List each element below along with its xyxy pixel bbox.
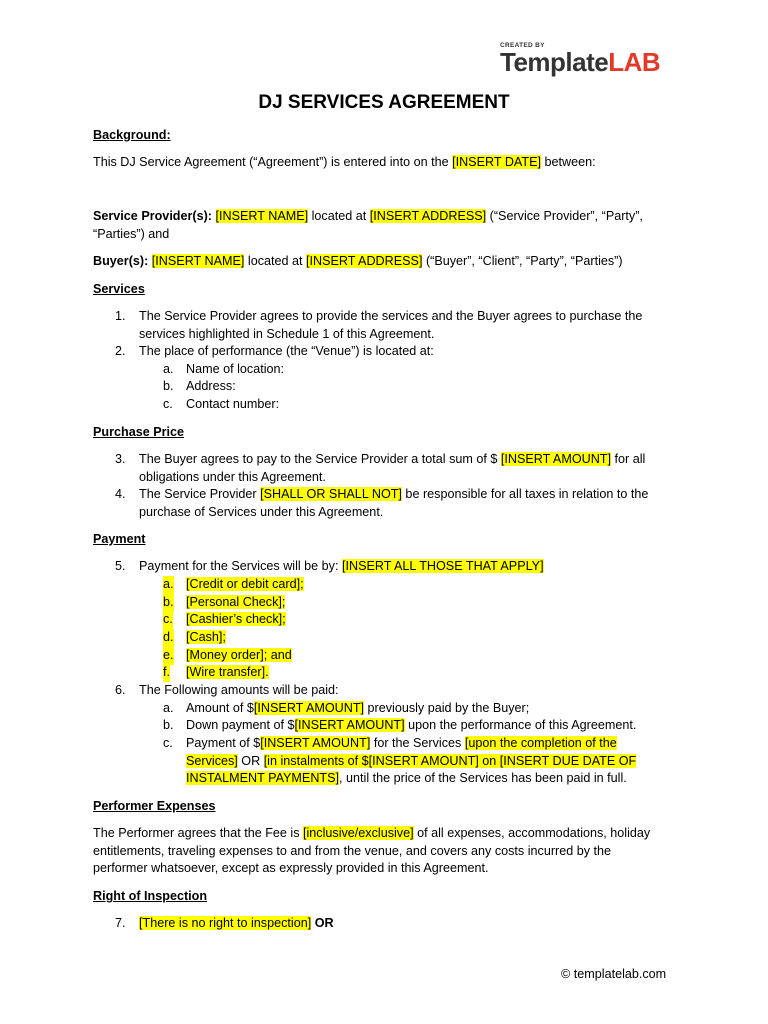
or-text: OR (311, 916, 334, 930)
down-payment (186, 717, 656, 735)
payment-method-text: [Cash]; (186, 630, 226, 644)
item-number: 3. (115, 452, 126, 466)
logo-template-text: Template (500, 47, 609, 77)
payment-method-text: [Credit or debit card]; (186, 577, 304, 591)
item-number: 6. (115, 683, 126, 697)
logo-lab-text: LAB (608, 47, 661, 77)
background-heading: Background: (93, 128, 171, 142)
sub-letter: b. (163, 379, 174, 393)
buyer-address-field: [INSERT ADDRESS] (306, 254, 423, 268)
text-part: The Performer agrees that the Fee is (93, 826, 303, 840)
payment-method-item (186, 629, 656, 647)
payment-method-text: [Wire transfer]. (186, 665, 269, 679)
completion-option-field: [upon the completion of the (464, 736, 617, 750)
insert-amount-field: [INSERT AMOUNT] (500, 452, 612, 466)
provider-address-field: [INSERT ADDRESS] (369, 209, 487, 223)
sub-letter: c. (163, 736, 173, 750)
text-part: Payment of $ (186, 736, 261, 750)
item-4-text: The Service Provider (139, 487, 261, 501)
service-provider-line-2: “Parties”) and (93, 227, 170, 241)
sub-letter: a. (163, 701, 174, 715)
item-3-line-2: obligations under this Agreement. (139, 470, 326, 484)
payment-terms-line-1 (186, 735, 656, 753)
logo-created-by: CREATED BY (500, 42, 545, 49)
buyer-roles: (“Buyer”, “Client”, “Party”, “Parties”) (422, 254, 623, 268)
item-3-text-end: for all (611, 452, 646, 466)
insert-amount-field: [INSERT AMOUNT] (253, 701, 365, 715)
text-part: for the Services (370, 736, 465, 750)
performer-expenses-heading: Performer Expenses (93, 799, 216, 813)
sub-letter: c. (163, 397, 173, 411)
expenses-line-3: performer whatsoever, except as expressly provided in this Agreement. (93, 861, 489, 875)
item-4-line-2: purchase of Services under this Agreement. (139, 505, 384, 519)
payment-method-item (186, 576, 656, 594)
method-letter: c. (163, 611, 173, 629)
logo-wordmark (500, 47, 660, 77)
item-4-text-end: be responsible for all taxes in relation to the (401, 487, 649, 501)
text-part: previously paid by the Buyer; (364, 701, 530, 715)
templatelab-logo (500, 42, 680, 82)
payment-method-item (186, 664, 656, 682)
method-letter: f. (163, 664, 170, 682)
completion-option-field-end: Services] (186, 754, 238, 768)
method-letter: b. (163, 594, 174, 612)
method-letter: d. (163, 629, 174, 647)
sub-letter: a. (163, 362, 174, 376)
right-of-inspection-heading: Right of Inspection (93, 889, 208, 903)
item-number: 7. (115, 916, 126, 930)
or-text: OR (237, 754, 264, 768)
text-part: , until the price of the Services has been paid in full. (339, 771, 627, 785)
text-part: of all expenses, accommodations, holiday (413, 826, 651, 840)
item-5-label: Payment for the Services will be by: (139, 559, 342, 573)
payment-method-item (186, 611, 656, 629)
shall-or-shall-not-field: [SHALL OR SHALL NOT] (260, 487, 402, 501)
item-4-line-1 (139, 486, 674, 504)
item-7-text (139, 915, 674, 933)
expenses-line-1 (93, 825, 673, 843)
item-number: 1. (115, 309, 126, 323)
item-3-line-1 (139, 451, 674, 469)
payment-terms-line-3 (186, 770, 656, 788)
text-part: Down payment of $ (186, 718, 295, 732)
item-number: 2. (115, 344, 126, 358)
amount-previously-paid (186, 700, 656, 718)
payment-method-text: [Money order]; and (186, 648, 292, 662)
payment-method-item (186, 594, 656, 612)
provider-name-field: [INSERT NAME] (215, 209, 309, 223)
method-letter: a. (163, 576, 174, 594)
buyer-name-field: [INSERT NAME] (151, 254, 245, 268)
payment-heading: Payment (93, 532, 146, 546)
insert-date-field: [INSERT DATE] (452, 155, 541, 169)
item-3-text: The Buyer agrees to pay to the Service Provider a total sum of $ (139, 452, 501, 466)
payment-method-text: [Personal Check]; (186, 595, 286, 609)
no-right-to-inspection-field: [There is no right to inspection] (139, 916, 312, 930)
intro-text: This DJ Service Agreement (“Agreement”) is entered into on the (93, 155, 453, 169)
item-number: 5. (115, 559, 126, 573)
text-part: Amount of $ (186, 701, 254, 715)
document-title: DJ SERVICES AGREEMENT (258, 92, 510, 113)
payment-terms-line-2 (186, 753, 656, 771)
item-1-line-2: services highlighted in Schedule 1 of this Agreement. (139, 327, 435, 341)
service-provider-line (93, 208, 673, 226)
footer-copyright: © templatelab.com (561, 967, 667, 981)
insert-amount-field: [INSERT AMOUNT] (294, 718, 405, 732)
expenses-line-2: entitlements, traveling expenses to and from the venue, and covers any costs incurred by the (93, 844, 612, 858)
intro-text-end: between: (540, 155, 596, 169)
item-2-text: The place of performance (the “Venue”) is located at: (139, 344, 434, 358)
venue-address: Address: (186, 379, 236, 393)
item-number: 4. (115, 487, 126, 501)
provider-roles: (“Service Provider”, “Party”, (486, 209, 643, 223)
provider-label: Service Provider(s): (93, 209, 212, 223)
buyer-located: located at (244, 254, 307, 268)
inclusive-exclusive-field: [inclusive/exclusive] (303, 826, 414, 840)
item-6-text: The Following amounts will be paid: (139, 683, 339, 697)
venue-contact-number: Contact number: (186, 397, 280, 411)
insert-amount-field: [INSERT AMOUNT] (260, 736, 371, 750)
buyer-line (93, 253, 673, 271)
text-part: upon the performance of this Agreement. (404, 718, 637, 732)
services-heading: Services (93, 282, 145, 296)
instalments-option-field-end: INSTALMENT PAYMENTS] (186, 771, 340, 785)
method-letter: e. (163, 647, 174, 665)
payment-method-item (186, 647, 656, 665)
item-1-line-1: The Service Provider agrees to provide the services and the Buyer agrees to purchase the (139, 309, 643, 323)
background-intro (93, 154, 673, 172)
payment-method-text: [Cashier’s check]; (186, 612, 286, 626)
buyer-label: Buyer(s): (93, 254, 149, 268)
insert-all-that-apply-field: [INSERT ALL THOSE THAT APPLY] (341, 559, 544, 573)
provider-located: located at (308, 209, 370, 223)
item-5-text (139, 558, 674, 576)
venue-name-of-location: Name of location: (186, 362, 285, 376)
sub-letter: b. (163, 718, 174, 732)
purchase-price-heading: Purchase Price (93, 425, 185, 439)
instalments-option-field: [in instalments of $[INSERT AMOUNT] on [INSERT DUE DATE OF (263, 754, 637, 768)
